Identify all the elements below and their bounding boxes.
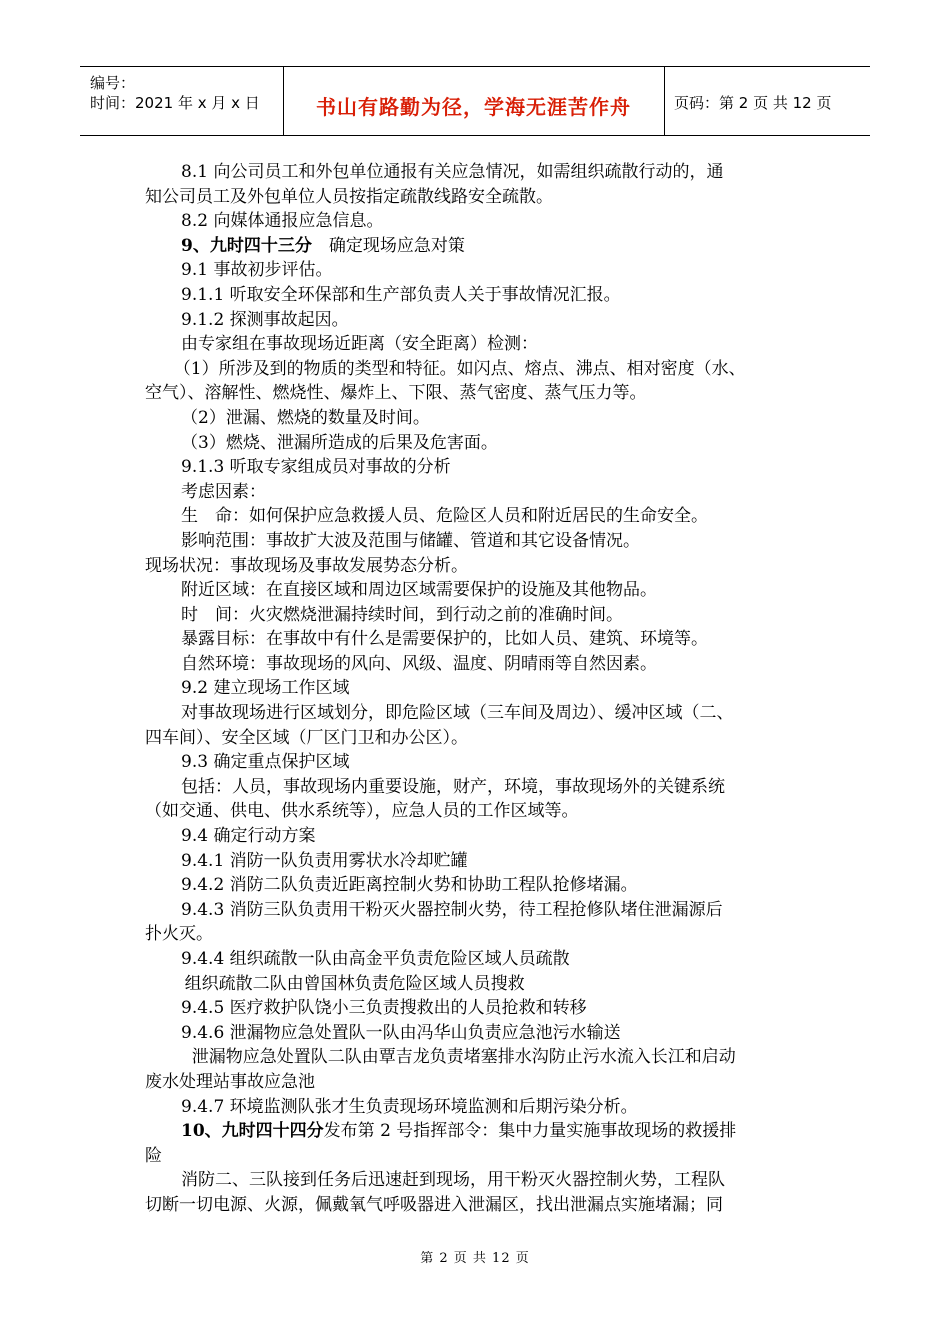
line-text: 暴露目标：在事故中有什么是需要保护的，比如人员、建筑、环境等。 bbox=[181, 629, 708, 650]
page-code: 页码：第 2 页 共 12 页 bbox=[674, 94, 832, 112]
line-text: 8.2 向媒体通报应急信息。 bbox=[181, 211, 384, 232]
text-line bbox=[145, 504, 825, 529]
page-header bbox=[80, 66, 870, 136]
text-line bbox=[145, 676, 825, 701]
text-line bbox=[145, 554, 825, 579]
page-footer: 第 2 页 共 12 页 bbox=[420, 1251, 530, 1266]
text-line bbox=[145, 1070, 825, 1095]
line-text: 生 命：如何保护应急救援人员、危险区人员和附近居民的生命安全。 bbox=[181, 506, 708, 527]
line-text: 9.4.7 环境监测队张才生负责现场环境监测和后期污染分析。 bbox=[181, 1096, 638, 1117]
text-line bbox=[145, 529, 825, 554]
line-text: 确定现场应急对策 bbox=[311, 235, 465, 256]
text-line bbox=[145, 455, 825, 480]
line-text: （1）所涉及到的物质的类型和特征。如闪点、熔点、沸点、相对密度（水、 bbox=[173, 358, 746, 379]
line-text: 9.2 建立现场工作区域 bbox=[181, 678, 350, 699]
line-text: 包括：人员，事故现场内重要设施，财产，环境，事故现场外的关键系统 bbox=[181, 776, 725, 797]
text-line bbox=[145, 185, 825, 210]
line-text: （3）燃烧、泄漏所造成的后果及危害面。 bbox=[181, 432, 498, 453]
line-text: 扑火灭。 bbox=[145, 924, 213, 945]
text-line bbox=[145, 381, 825, 406]
line-text: （如交通、供电、供水系统等），应急人员的工作区域等。 bbox=[145, 801, 579, 822]
text-line bbox=[145, 160, 825, 185]
header-page-cell bbox=[664, 67, 870, 135]
document-date: 时间：2021 年 x 月 x 日 bbox=[90, 94, 260, 112]
text-line bbox=[145, 357, 825, 382]
line-text: 8.1 向公司员工和外包单位通报有关应急情况，如需组织疏散行动的，通 bbox=[181, 162, 724, 182]
line-text: 切断一切电源、火源，佩戴氧气呼吸器进入泄漏区，找出泄漏点实施堵漏；同 bbox=[145, 1194, 723, 1215]
text-line bbox=[145, 947, 825, 972]
line-text: 9.1.1 听取安全环保部和生产部负责人关于事故情况汇报。 bbox=[181, 284, 621, 305]
line-text: 自然环境：事故现场的风向、风级、温度、阴晴雨等自然因素。 bbox=[181, 653, 657, 674]
line-text: 组织疏散二队由曾国林负责危险区域人员搜救 bbox=[184, 973, 525, 994]
line-text: 险 bbox=[145, 1145, 162, 1166]
document-number: 编号： bbox=[90, 74, 136, 92]
line-text: 泄漏物应急处置队二队由覃吉龙负责堵塞排水沟防止污水流入长江和启动 bbox=[191, 1047, 736, 1068]
line-text: 9.1.2 探测事故起因。 bbox=[181, 309, 349, 330]
line-text: 附近区域：在直接区域和周边区域需要保护的设施及其他物品。 bbox=[181, 580, 657, 601]
text-line bbox=[145, 1144, 825, 1169]
line-text: 9.4.5 医疗救护队饶小三负责搜救出的人员抢救和转移 bbox=[181, 998, 587, 1019]
text-line bbox=[145, 480, 825, 505]
header-motto-cell bbox=[283, 67, 665, 135]
text-line bbox=[145, 406, 825, 431]
line-text: 9.4.3 消防三队负责用干粉灭火器控制火势，待工程抢修队堵住泄漏源后 bbox=[181, 899, 723, 920]
line-text: 现场状况：事故现场及事故发展势态分析。 bbox=[145, 555, 468, 576]
text-line bbox=[145, 849, 825, 874]
text-line bbox=[145, 972, 825, 997]
text-line bbox=[145, 627, 825, 652]
text-line bbox=[145, 578, 825, 603]
text-line bbox=[145, 898, 825, 923]
text-line bbox=[145, 234, 825, 259]
line-text: 发布第 2 号指挥部令：集中力量实施事故现场的救援排 bbox=[323, 1121, 737, 1142]
text-line bbox=[145, 283, 825, 308]
text-line bbox=[145, 775, 825, 800]
text-line bbox=[145, 996, 825, 1021]
text-line bbox=[145, 209, 825, 234]
line-text: 考虑因素： bbox=[181, 481, 266, 502]
text-line bbox=[145, 603, 825, 628]
text-line bbox=[145, 1095, 825, 1120]
line-text: 9.1 事故初步评估。 bbox=[181, 260, 333, 281]
text-line bbox=[145, 701, 825, 726]
line-text: 9.1.3 听取专家组成员对事故的分析 bbox=[181, 457, 451, 478]
motto: 书山有路勤为径，学海无涯苦作舟 bbox=[316, 95, 631, 119]
text-line bbox=[145, 1045, 825, 1070]
text-line bbox=[145, 308, 825, 333]
text-line bbox=[145, 726, 825, 751]
line-text: 对事故现场进行区域划分，即危险区域（三车间及周边）、缓冲区域（二、 bbox=[181, 703, 734, 724]
text-line bbox=[145, 799, 825, 824]
text-line bbox=[145, 750, 825, 775]
text-line bbox=[145, 1021, 825, 1046]
text-line bbox=[145, 258, 825, 283]
text-line bbox=[145, 652, 825, 677]
line-text: 9.4.2 消防二队负责近距离控制火势和协助工程队抢修堵漏。 bbox=[181, 875, 638, 896]
line-text: 9.4.6 泄漏物应急处置队一队由冯华山负责应急池污水输送 bbox=[181, 1022, 621, 1043]
line-text: 废水处理站事故应急池 bbox=[145, 1071, 315, 1092]
text-line bbox=[145, 824, 825, 849]
line-text: 时 间：火灾燃烧泄漏持续时间，到行动之前的准确时间。 bbox=[181, 604, 623, 625]
line-text: 9.4 确定行动方案 bbox=[181, 826, 316, 847]
line-text: 9.3 确定重点保护区域 bbox=[181, 752, 350, 773]
line-text: 9.4.1 消防一队负责用雾状水冷却贮罐 bbox=[181, 850, 468, 871]
line-text: 由专家组在事故现场近距离（安全距离）检测： bbox=[181, 334, 538, 355]
document-body bbox=[145, 160, 825, 1218]
text-line bbox=[145, 431, 825, 456]
line-text: 消防二、三队接到任务后迅速赶到现场，用干粉灭火器控制火势，工程队 bbox=[181, 1170, 725, 1191]
line-text: 四车间）、安全区域（厂区门卫和办公区）。 bbox=[145, 727, 468, 748]
text-line bbox=[145, 922, 825, 947]
text-line bbox=[145, 332, 825, 357]
section-time-heading: 9、九时四十三分 bbox=[181, 235, 312, 256]
line-text: 空气）、溶解性、燃烧性、爆炸上、下限、蒸气密度、蒸气压力等。 bbox=[145, 383, 647, 404]
text-line bbox=[145, 873, 825, 898]
section-time-heading: 10、九时四十四分 bbox=[181, 1121, 324, 1142]
text-line bbox=[145, 1168, 825, 1193]
line-text: 9.4.4 组织疏散一队由高金平负责危险区域人员疏散 bbox=[181, 949, 570, 969]
line-text: 影响范围：事故扩大波及范围与储罐、管道和其它设备情况。 bbox=[181, 530, 640, 551]
line-text: 知公司员工及外包单位人员按指定疏散线路安全疏散。 bbox=[145, 186, 553, 207]
text-line bbox=[145, 1193, 825, 1218]
text-line bbox=[145, 1119, 825, 1144]
line-text: （2）泄漏、燃烧的数量及时间。 bbox=[181, 407, 430, 428]
header-info-cell bbox=[80, 67, 284, 135]
